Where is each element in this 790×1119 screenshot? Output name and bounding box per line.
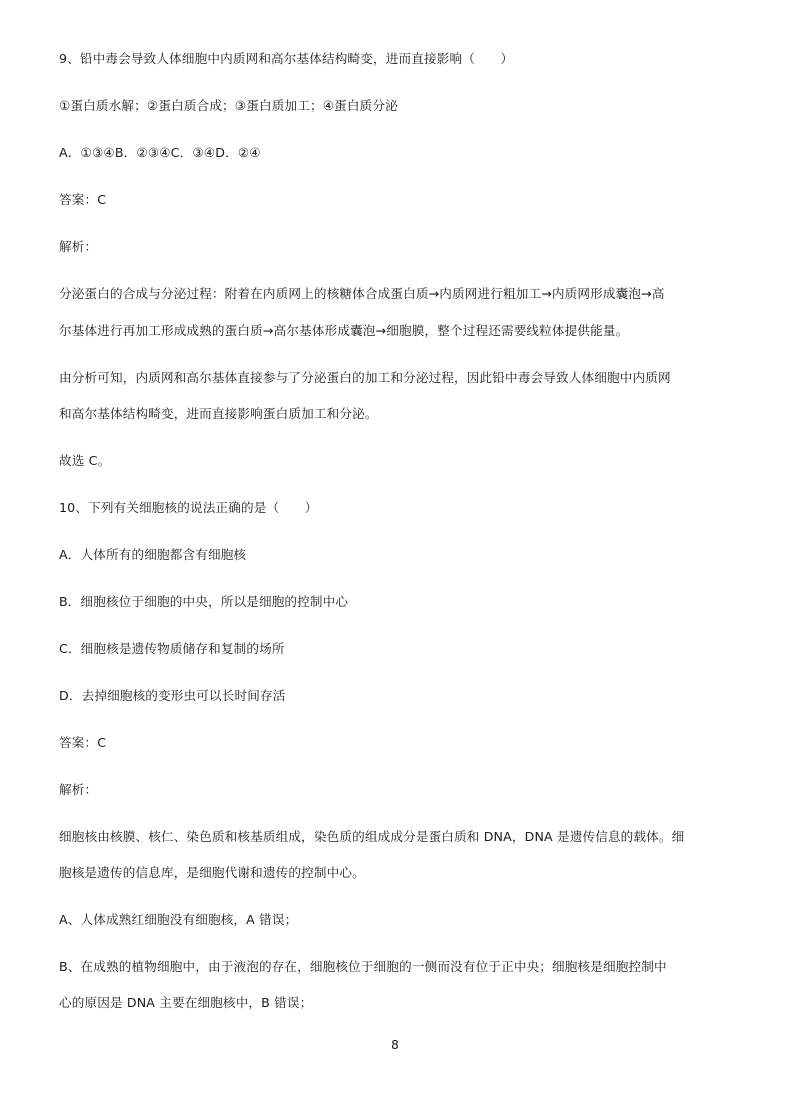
question-10-analysis-line: 胞核是遗传的信息库，是细胞代谢和遗传的控制中心。 [59, 865, 365, 880]
question-10-option-c: C．细胞核是遗传物质储存和复制的场所 [59, 641, 285, 656]
question-9-analysis-line: 和高尔基体结构畸变，进而直接影响蛋白质加工和分泌。 [59, 406, 378, 421]
question-10-analysis-line: 心的原因是 DNA 主要在细胞核中，B 错误； [59, 995, 313, 1010]
question-9-analysis-label: 解析： [59, 239, 98, 254]
question-9-options: A．①③④B．②③④C．③④D．②④ [59, 145, 261, 160]
question-10-analysis-line: A、人体成熟红细胞没有细胞核，A 错误； [59, 912, 298, 927]
question-10-analysis-label: 解析： [59, 782, 98, 797]
question-10-analysis-line: B、在成熟的植物细胞中，由于液泡的存在，细胞核位于细胞的一侧而没有位于正中央；细胞核是细胞控制中 [59, 959, 667, 974]
question-10-answer: 答案：C [59, 735, 107, 750]
question-10-option-a: A．人体所有的细胞都含有细胞核 [59, 547, 247, 562]
question-10-option-b: B．细胞核位于细胞的中央，所以是细胞的控制中心 [59, 594, 349, 609]
question-9-analysis-line: 由分析可知，内质网和高尔基体直接参与了分泌蛋白的加工和分泌过程，因此铅中毒会导致人体细胞中内质网 [59, 370, 671, 385]
question-9-items: ①蛋白质水解；②蛋白质合成；③蛋白质加工；④蛋白质分泌 [59, 98, 398, 113]
question-10-option-d: D．去掉细胞核的变形虫可以长时间存活 [59, 688, 286, 703]
question-9-stem: 9、铅中毒会导致人体细胞中内质网和高尔基体结构畸变，进而直接影响（ ） [59, 51, 514, 66]
page-number: 8 [391, 1038, 399, 1052]
question-10-analysis-line: 细胞核由核膜、核仁、染色质和核基质组成，染色质的组成成分是蛋白质和 DNA，DNA 是遗传信息的载体。细 [59, 829, 685, 844]
question-9-answer: 答案：C [59, 192, 107, 207]
question-10-stem: 10、下列有关细胞核的说法正确的是（ ） [59, 500, 318, 515]
question-9-analysis-line: 尔基体进行再加工形成成熟的蛋白质→高尔基体形成囊泡→细胞膜，整个过程还需要线粒体提供能量。 [59, 323, 629, 338]
question-9-analysis-line: 分泌蛋白的合成与分泌过程：附着在内质网上的核糖体合成蛋白质→内质网进行粗加工→内质网形成囊泡→高 [59, 286, 665, 301]
question-9-conclusion: 故选 C。 [59, 453, 111, 468]
